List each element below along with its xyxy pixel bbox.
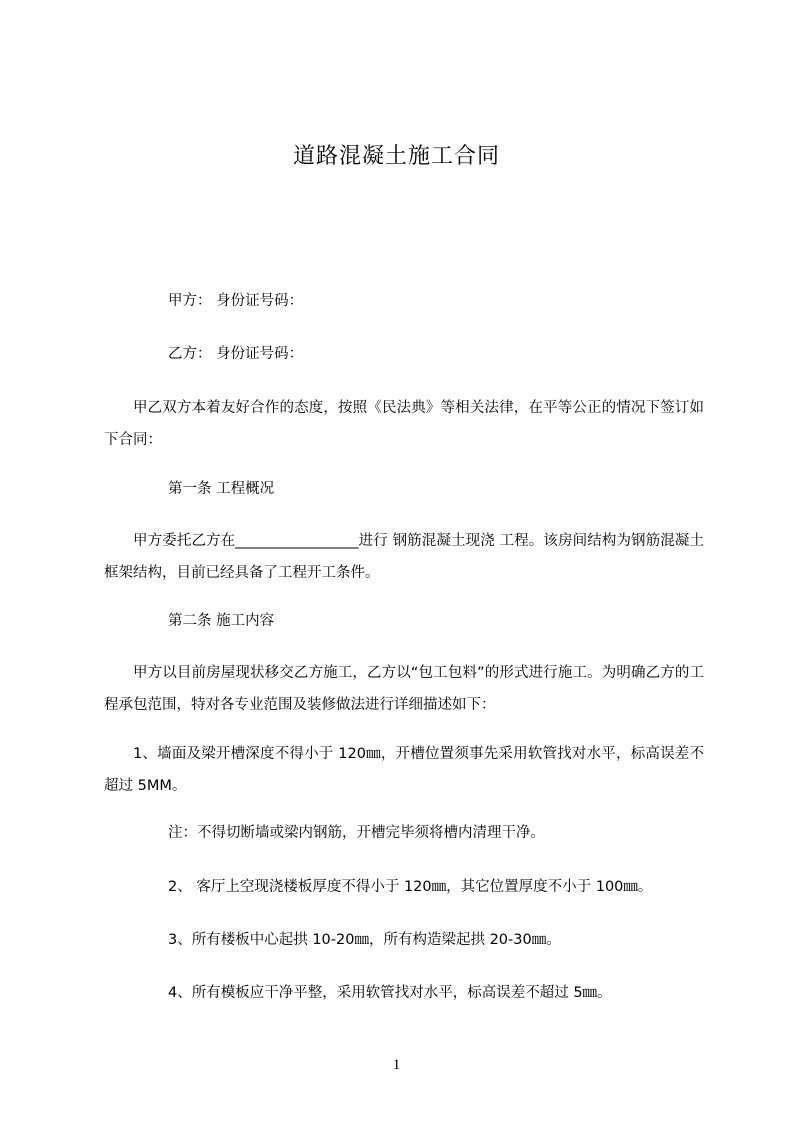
- note-line: 注：不得切断墙或梁内钢筋，开槽完毕须将槽内清理干净。: [168, 825, 545, 841]
- page-number: 1: [392, 1057, 401, 1073]
- article1-heading: 第一条 工程概况: [168, 481, 275, 497]
- document-title: 道路混凝土施工合同: [292, 144, 500, 169]
- party-b-line: 乙方： 身份证号码：: [168, 346, 304, 362]
- item-3: 3、所有楼板中心起拱 10-20㎜，所有构造梁起拱 20-30㎜。: [168, 932, 561, 948]
- item-2: 2、 客厅上空现浇楼板厚度不得小于 120㎜，其它位置厚度不小于 100㎜。: [168, 879, 653, 895]
- item-1: 1、墙面及梁开槽深度不得小于 120㎜，开槽位置须事先采用软管找对水平，标高误差不超过 5MM。: [104, 746, 704, 794]
- party-a-line: 甲方： 身份证号码：: [168, 293, 304, 309]
- item-4: 4、所有模板应干净平整，采用软管找对水平，标高误差不超过 5㎜。: [168, 985, 612, 1001]
- article1-body: 甲方委托乙方在_________________进行 钢筋混凝土现浇 工程。该房间结构为钢筋混凝土框架结构，目前已经具备了工程开工条件。: [104, 533, 704, 581]
- article2-body: 甲方以目前房屋现状移交乙方施工，乙方以“包工包料”的形式进行施工。为明确乙方的工程承包范围，特对各专业范围及装修做法进行详细描述如下：: [104, 665, 704, 713]
- intro-paragraph: 甲乙双方本着友好合作的态度，按照《民法典》等相关法律，在平等公正的情况下签订如下合同：: [104, 400, 704, 448]
- article2-heading: 第二条 施工内容: [168, 613, 275, 629]
